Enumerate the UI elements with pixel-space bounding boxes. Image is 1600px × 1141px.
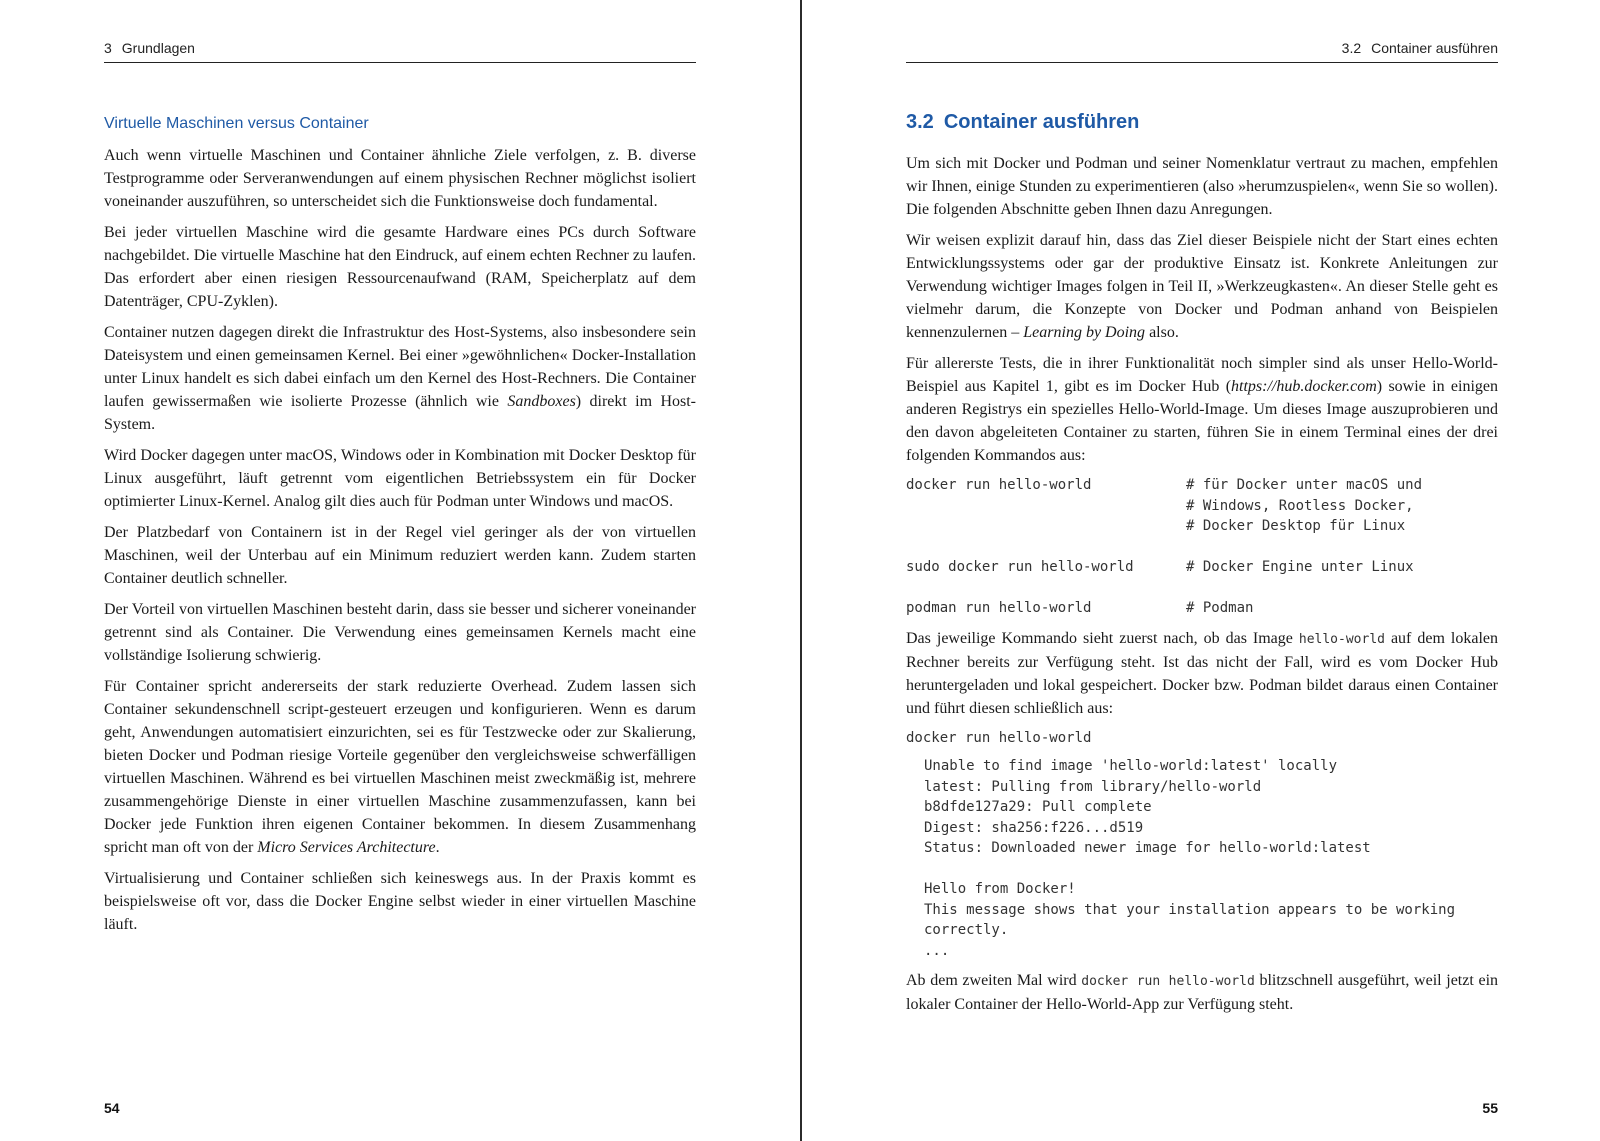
running-head-left [104,40,696,63]
paragraph: Wir weisen explizit darauf hin, dass das Ziel dieser Beispiele nicht der Start eines echten Entwicklungssystems oder gar der produktive Einsatz ist. Konkrete Anleitungen zur Verwendung wichtiger Images folgen in Teil II, »Werkzeugkasten«. An dieser Stelle geht es vielmehr darum, die Konzepte von Docker und Podman anhand von Beispielen kennenzulernen – Learning by Doing also. [906,232,1498,341]
run-command: docker run hello-world [906,729,1092,746]
paragraph: Auch wenn virtuelle Maschinen und Container ähnliche Ziele verfolgen, z. B. diverse Testprogramme oder Serveranwendungen auf einem physischen Rechner möglichst isoliert voneinander auszuführen, so unterscheidet sich die Funktionsweise doch fundamental. [104,147,696,210]
section-heading: 3.2 Container ausführen [906,111,1140,133]
chapter-number: 3 [104,40,112,56]
section-title: Container ausführen [1371,40,1498,56]
command-output: Unable to find image 'hello-world:latest' locally latest: Pulling from library/hello-world b8dfde127a29: Pull complete Digest: sha256:f226...d519 Status: Downloaded newer image for hello-world:latest Hello from Docker! This message shows that your installation appears to be working correctly. ... [924,758,1456,959]
running-head-right [906,40,1498,63]
paragraph: Virtualisierung und Container schließen sich keineswegs aus. In der Praxis kommt es beispielsweise oft vor, dass die Docker Engine selbst wieder in einer virtuellen Maschine läuft. [104,870,696,933]
command: podman run hello-world [906,600,1092,616]
command: docker run hello-world [906,477,1092,493]
comment: # Docker Engine unter Linux [1186,559,1414,575]
paragraph: Der Platzbedarf von Containern ist in der Regel viel geringer als der von virtuellen Maschinen, weil der Unterbau auf ein Minimum reduziert werden kann. Zudem starten Container deutlich schneller. [104,524,696,587]
page-number: 54 [104,1100,120,1116]
paragraph: Bei jeder virtuellen Maschine wird die gesamte Hardware eines PCs durch Software nachgebildet. Die virtuelle Maschine hat den Eindruck, auf einem echten Rechner zu laufen. Das erfordert aber einen riesigen Ressourcenaufwand (RAM, Speicherplatz auf dem Datenträger, CPU-Zyklen). [104,224,696,310]
subheading: Virtuelle Maschinen versus Container [104,115,369,132]
inline-code: hello-world [1298,631,1385,647]
paragraph: Ab dem zweiten Mal wird docker run hello-world blitzschnell ausgeführt, weil jetzt ein lokaler Container der Hello-World-App zur Verfügung steht. [906,972,1499,1013]
paragraph: Um sich mit Docker und Podman und seiner Nomenklatur vertraut zu machen, empfehlen wir Ihnen, einige Stunden zu experimentieren (also »herumzuspielen«, wenn Sie so wollen). Die folgenden Abschnitte geben Ihnen dazu Anregungen. [906,155,1498,218]
right-page [906,0,1498,1141]
paragraph: Für Container spricht andererseits der stark reduzierte Overhead. Zudem lassen sich Container sekundenschnell script-gesteuert erzeugen und konfigurieren. Wenn es darum geht, Anwendungen automatisiert einzurichten, sei es für Testzwecke oder zur Skalierung, bieten Docker und Podman riesige Vorteile gegenüber den vergleichsweise schwerfälligen virtuellen Maschinen. Während es bei virtuellen Maschinen meist zweckmäßig ist, mehrere zusammengehörige Dienste in einer virtuellen Maschine zusammenzufassen, kann bei Docker jede Funktion ihren eigenen Container bekommen. In diesem Zusammenhang spricht man oft von der Micro Services Architecture. [104,678,696,856]
paragraph: Container nutzen dagegen direkt die Infrastruktur des Host-Systems, also insbesondere sein Dateisystem und einen gemeinsamen Kernel. Bei einer »gewöhnlichen« Docker-Installation unter Linux handelt es sich dabei einfach um den Kernel des Host-Rechners. Die Container laufen gewissermaßen wie isolierte Prozesse (ähnlich wie Sandboxes) direkt im Host-System. [104,324,697,433]
comment: # Windows, Rootless Docker, [1186,497,1414,514]
comment: # Podman [1186,600,1254,616]
command: sudo docker run hello-world [906,559,1134,575]
left-page-content [104,112,696,944]
section-number: 3.2 [1341,40,1362,56]
right-page-content [906,108,1498,1024]
book-gutter [800,0,802,1141]
comment: # Docker Desktop für Linux [1186,518,1406,534]
paragraph: Für allererste Tests, die in ihrer Funktionalität noch simpler sind als unser Hello-World-Beispiel aus Kapitel 1, gibt es im Docker Hub (https://hub.docker.com) sowie in einigen anderen Registrys ein spezielles Hello-World-Image. Um dieses Image auszuprobieren und den davon abgeleiteten Container zu starten, führen Sie in einem Terminal eines der drei folgenden Kommandos aus: [906,355,1499,464]
paragraph: Der Vorteil von virtuellen Maschinen besteht darin, dass sie besser und sicherer voneinander getrennt sind als Container. Die Verwendung eines gemeinsamen Kernels macht eine vollständige Isolierung schwierig. [104,601,696,664]
paragraph: Wird Docker dagegen unter macOS, Windows oder in Kombination mit Docker Desktop für Linux ausgeführt, läuft getrennt vom eigentlichen Betriebssystem ein für Docker optimierter Linux-Kernel. Analog gilt dies auch für Podman unter Windows und macOS. [104,447,696,510]
chapter-title: Grundlagen [121,40,195,56]
inline-code: docker run hello-world [1081,974,1255,989]
page-number: 55 [1482,1100,1498,1116]
left-page [104,0,696,1141]
command-listing [906,475,1422,619]
paragraph: Das jeweilige Kommando sieht zuerst nach, ob das Image hello-world auf dem lokalen Rechner bereits zur Verfügung steht. Ist das nicht der Fall, wird es vom Docker Hub heruntergeladen und lokal gespeichert. Docker bzw. Podman bildet daraus einen Container und führt diesen schließlich aus: [906,629,1498,717]
comment: # für Docker unter macOS und [1186,477,1423,493]
